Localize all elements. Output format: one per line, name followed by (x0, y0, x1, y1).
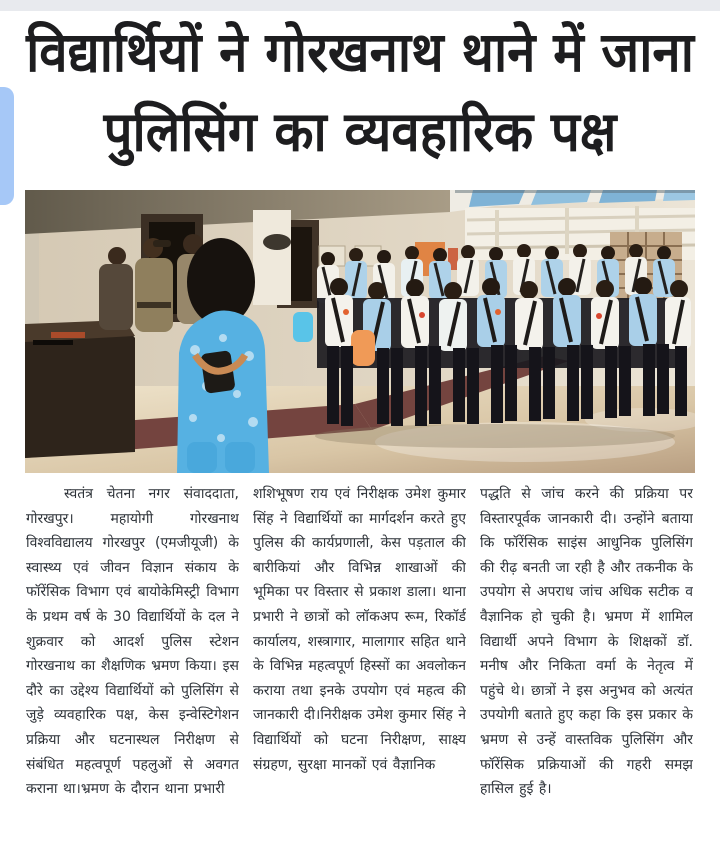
article-column-3: पद्धति से जांच करने की प्रक्रिया पर विस्तारपूर्वक जानकारी दी। उन्होंने बताया कि फॉरेंसिक साइंस आधुनिक पुलिसिंग की रीढ़ बनती जा रही है और तकनीक के उपयोग से अपराध जांच अधिक सटीक व वैज्ञानिक हो चुकी है। भ्रमण में शामिल विद्यार्थी अपने विभाग के शिक्षकों डॉ. मनीष और निकिता वर्मा के नेतृत्व में पहुंचे थे। छात्रों ने इस अनुभव को अत्यंत उपयोगी बताते हुए कहा कि इस प्रकार के भ्रमण से उन्हें वास्तविक पुलिसिंग और फॉरेंसिक प्रक्रियाओं की गहरी समझ हासिल हुई है। (480, 486, 693, 798)
article-headline (20, 16, 700, 164)
photo-cyan-backpack (293, 312, 313, 342)
photo-reception-desk (25, 320, 135, 458)
headline-line-2: पुलिसिंग का व्यवहारिक पक्ष (103, 100, 617, 164)
photo-pillar (253, 210, 291, 305)
article-body (26, 482, 694, 852)
photo-wall-fan (263, 234, 291, 250)
article-column-2: शशिभूषण राय एवं निरीक्षक उमेश कुमार सिंह ने विद्यार्थियों का मार्गदर्शन करते हुए पुलिस की कार्यप्रणाली, केस पड़ताल की बारीकियां और विभिन्न शाखाओं की भूमिका पर विस्तार से प्रकाश डाला। थाना प्रभारी ने छात्रों को लॉकअप रूम, रिकॉर्ड कार्यालय, शस्त्रागार, मालागार सहित थाने के विभिन्न महत्वपूर्ण हिस्सों का अवलोकन कराया तथा इनके उपयोग एवं महत्व की जानकारी दी।निरीक्षक उमेश कुमार सिंह ने विद्यार्थियों को घटना निरीक्षण, साक्ष्य संग्रहण, सुरक्षा मानकों एवं वैज्ञानिक (253, 486, 466, 773)
app-top-bar (0, 0, 720, 11)
article-column-1: स्वतंत्र चेतना नगर संवाददाता, गोरखपुर। महायोगी गोरखनाथ विश्वविद्यालय गोरखपुर (एमजीयूजी) के स्वास्थ्य एवं जीवन विज्ञान संकाय के फॉरेंसिक विभाग एवं बायोकेमिस्ट्री विभाग के प्रथम वर्ष के 30 विद्यार्थियों के दल ने शुक्रवार को आदर्श पुलिस स्टेशन गोरखनाथ का शैक्षणिक भ्रमण किया। इस दौरे का उद्देश्य विद्यार्थियों को पुलिसिंग से जुड़े व्यवहारिक पक्ष, केस इन्वेस्टिगेशन प्रक्रिया और घटनास्थल निरीक्षण से संबंधित महत्वपूर्ण पहलुओं से अवगत कराना था।भ्रमण के दौरान थाना प्रभारी (26, 486, 239, 798)
photo-orange-backpack (351, 330, 375, 366)
headline-line-1: विद्यार्थियों ने गोरखनाथ थाने में जाना (26, 20, 694, 85)
article-photo (25, 190, 695, 473)
photo-illustration (25, 190, 695, 473)
